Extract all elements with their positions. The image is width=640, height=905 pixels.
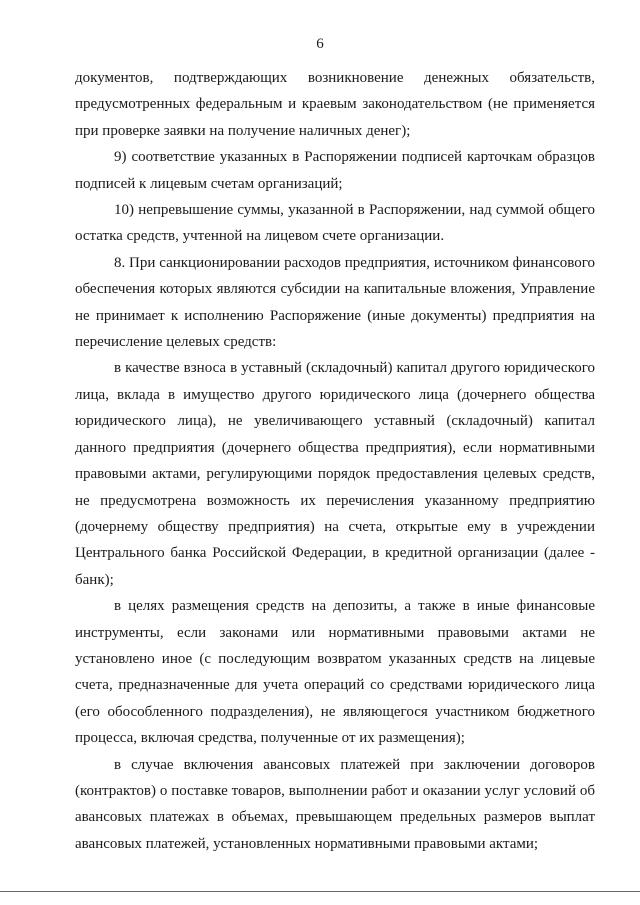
bottom-divider — [0, 891, 640, 892]
paragraph-advance-payments: в случае включения авансовых платежей при заключении договоров (контрактов) о поставке товаров, выполнении работ и оказании услуг условий об авансовых платежах в объемах, превышающем предельных размеров выплат авансовых платежей, установленных нормативными правовыми актами; — [75, 756, 595, 852]
paragraph-item-10: 10) непревышение суммы, указанной в Распоряжении, над суммой общего остатка средств, учтенной на лицевом счете организации. — [75, 202, 595, 245]
paragraph-item-9: 9) соответствие указанных в Распоряжении подписей карточкам образцов подписей к лицевым счетам организаций; — [75, 149, 595, 192]
paragraph-section-8: 8. При санкционировании расходов предприятия, источником финансового обеспечения которых являются субсидии на капитальные вложения, Управление не принимает к исполнению Распоряжение (иные документы) предприятия на перечисление целевых средств: — [75, 254, 595, 351]
paragraph-deposits: в целях размещения средств на депозиты, а также в иные финансовые инструменты, если законами или нормативными правовыми актами не установлено иное (с последующим возвратом указанных средств на лицевые счета, предназначенные для учета операций со средствами юридического лица (его обособленного подразделения), не являющегося участником бюджетного процесса, включая средства, полученные от их размещения); — [75, 598, 595, 747]
document-body — [75, 65, 595, 857]
paragraph-capital-contribution: в качестве взноса в уставный (складочный) капитал другого юридического лица, вклада в имущество другого юридического лица (дочернего общества юридического лица), не увеличивающего уставный (складочный) капитал данного предприятия (дочернего общества предприятия), если нормативными правовыми актами, регулирующими порядок предоставления целевых средств, не предусмотрена возможность их перечисления указанному предприятию (дочернему обществу предприятия) на счета, открытые ему в учреждении Центрального банка Российской Федерации, в кредитной организации (далее - банк); — [75, 360, 595, 588]
page-number: 6 — [316, 36, 324, 52]
paragraph-documents-clause: документов, подтверждающих возникновение денежных обязательств, предусмотренных федеральным и краевым законодательством (не применяется при проверке заявки на получение наличных денег); — [75, 70, 595, 139]
